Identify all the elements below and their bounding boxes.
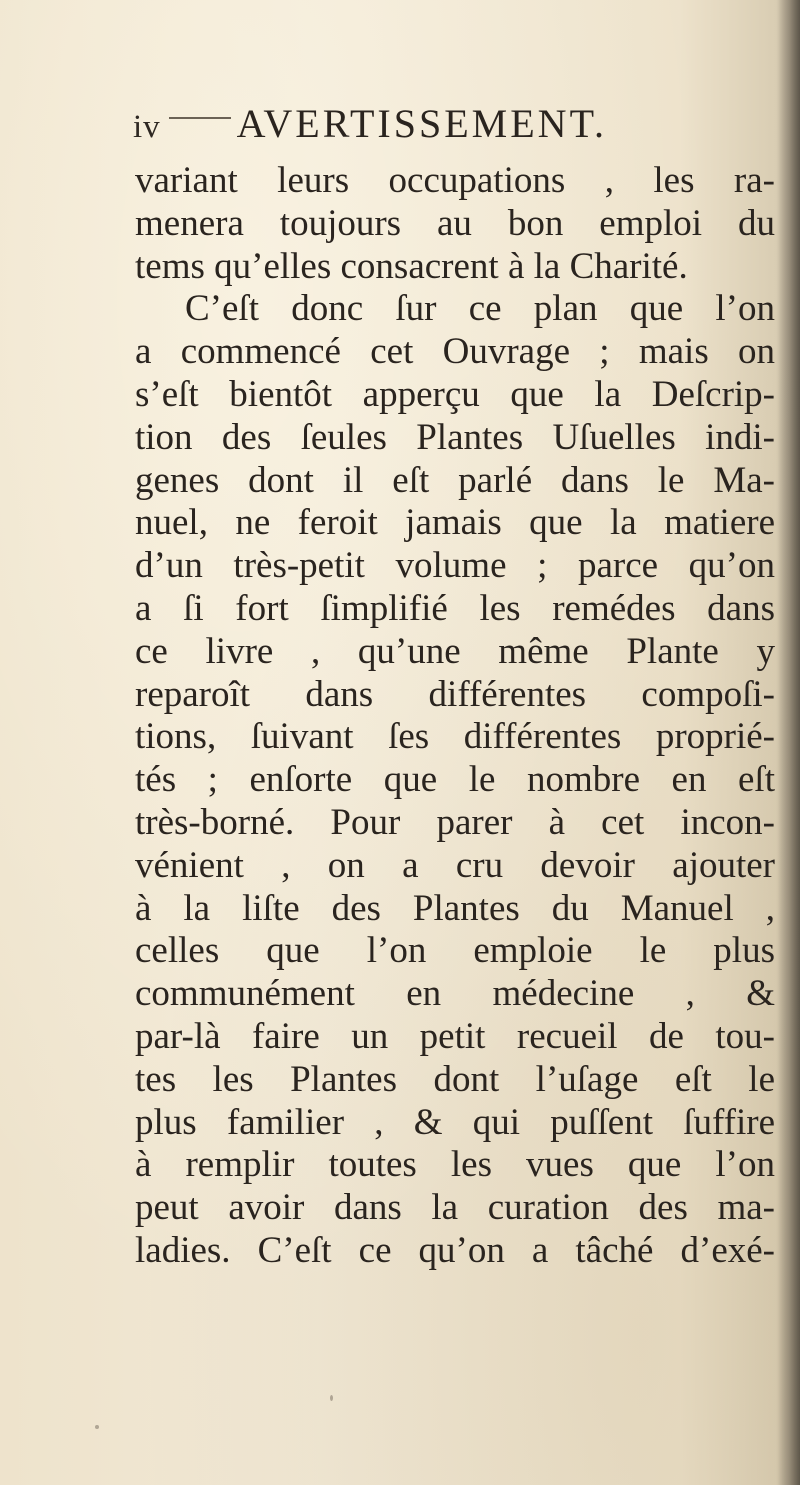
text-line: a ſi fort ſimplifié les remédes dans bbox=[135, 587, 775, 629]
text-line: menera toujours au bon emploi du bbox=[135, 202, 775, 244]
page-number: iv bbox=[133, 109, 161, 145]
ink-speck bbox=[95, 1425, 99, 1429]
text-line: genes dont il eſt parlé dans le Ma- bbox=[135, 459, 775, 501]
text-line: communément en médecine , & bbox=[135, 973, 775, 1015]
text-line: variant leurs occupations , les ra- bbox=[135, 160, 775, 201]
text-line: vénient , on a cru devoir ajouter bbox=[135, 844, 775, 886]
text-line: à la liſte des Plantes du Manuel , bbox=[135, 887, 775, 929]
text-line: celles que l’on emploie le plus bbox=[135, 930, 775, 972]
text-line: par-là faire un petit recueil de tou- bbox=[135, 1015, 775, 1057]
text-line: nuel, ne feroit jamais que la matiere bbox=[135, 502, 775, 544]
running-head-title: AVERTISSEMENT. bbox=[236, 101, 608, 146]
text-line: tion des ſeules Plantes Uſuelles indi- bbox=[135, 416, 775, 458]
text-line: tes les Plantes dont l’uſage eſt le bbox=[135, 1058, 775, 1100]
ink-speck bbox=[330, 1395, 333, 1401]
text-line: s’eſt bientôt apperçu que la Deſcrip- bbox=[135, 373, 775, 415]
text-line: C’eſt donc ſur ce plan que l’on bbox=[185, 288, 775, 330]
text-line: à remplir toutes les vues que l’on bbox=[135, 1144, 775, 1186]
text-line: ladies. C’eſt ce qu’on a tâché d’exé- bbox=[135, 1229, 775, 1271]
text-line: ce livre , qu’une même Plante y bbox=[135, 630, 775, 672]
text-line: d’un très-petit volume ; parce qu’on bbox=[135, 545, 775, 587]
text-line: a commencé cet Ouvrage ; mais on bbox=[135, 331, 775, 373]
page-gutter-shadow bbox=[778, 0, 800, 1485]
text-line: reparoît dans différentes compoſi- bbox=[135, 673, 775, 715]
text-line: tems qu’elles consacrent à la Charité. bbox=[135, 245, 688, 287]
text-line: tés ; enſorte que le nombre en eſt bbox=[135, 759, 775, 801]
head-rule bbox=[169, 117, 231, 119]
text-line: tions, ſuivant ſes différentes proprié- bbox=[135, 716, 775, 758]
text-line: très-borné. Pour parer à cet incon- bbox=[135, 801, 775, 843]
running-head bbox=[133, 100, 753, 160]
text-line: plus familier , & qui puſſent ſuffire bbox=[135, 1101, 775, 1143]
text-line: peut avoir dans la curation des ma- bbox=[135, 1187, 775, 1229]
page-body bbox=[135, 160, 775, 1273]
